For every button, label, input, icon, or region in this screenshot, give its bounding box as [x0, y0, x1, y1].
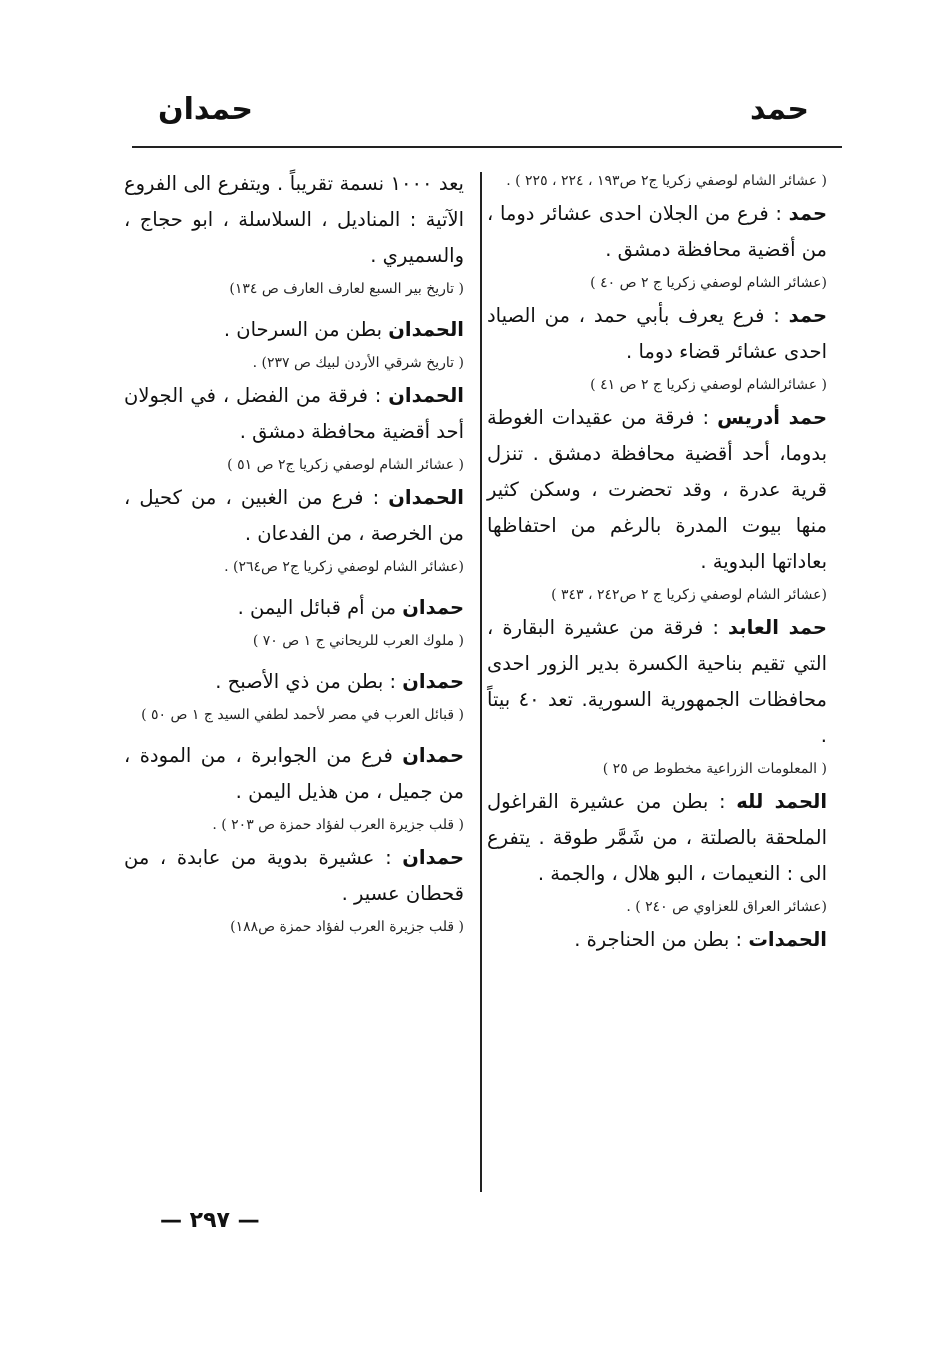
headword: الحمدات — [748, 928, 827, 951]
dictionary-entry — [124, 312, 464, 348]
headword: حمد أدريس — [717, 406, 828, 429]
running-header-right: حمد — [749, 92, 809, 127]
entry-text: : فرقة من الفضل ، في الجولان أحد أقضية محافظة دمشق . — [124, 384, 464, 443]
header-rule — [132, 146, 842, 148]
entry-text: فرع من الجوابرة ، من المودة ، من جميل ، من هذيل اليمن . — [124, 744, 464, 803]
reference: ( تاريخ شرقي الأردن لبيك ص ٢٣٧) . — [252, 355, 464, 371]
reference: ( ملوك العرب للريحاني ج ١ ص ٧٠ ) — [252, 633, 464, 649]
reference: ( عشائر الشام لوصفي زكريا ج٢ ص ٥١ ) — [227, 457, 464, 473]
headword: حمدان — [402, 846, 464, 869]
column-right — [487, 166, 827, 958]
dictionary-entry — [124, 738, 464, 810]
dictionary-entry — [124, 840, 464, 912]
dictionary-entry — [487, 610, 827, 754]
headword: الحمد لله — [736, 790, 828, 813]
headword: حمد — [788, 202, 827, 225]
headword: حمد العابد — [728, 616, 827, 639]
dictionary-entry — [487, 784, 827, 892]
reference: (عشائر العراق للعزاوي ص ٢٤٠ ) . — [626, 899, 827, 915]
dictionary-entry — [487, 400, 827, 580]
reference: ( عشائرالشام لوصفي زكريا ج ٢ ص ٤١ ) — [590, 377, 827, 393]
dictionary-entry — [124, 590, 464, 626]
reference: (عشائر الشام لوصفي زكريا ج ٢ ص٢٤٢ ، ٣٤٣ ) — [551, 587, 827, 603]
entry-text: : بطن من الحناجرة . — [574, 928, 749, 951]
reference: ( قبائل العرب في مصر لأحمد لطفي السيد ج ١ ص ٥٠ ) — [141, 707, 464, 723]
entry-text: : بطن من ذي الأصبح . — [215, 670, 403, 693]
dictionary-entry — [487, 298, 827, 370]
headword: الحمدان — [388, 384, 464, 407]
column-divider — [480, 172, 482, 1192]
running-header-left: حمدان — [158, 92, 253, 127]
reference: ( قلب جزيرة العرب لفؤاد حمزة ص١٨٨) — [230, 919, 464, 935]
entry-text: : فرع يعرف بأبي حمد ، من الصياد احدى عشائر قضاء دوما . — [487, 304, 827, 363]
entry-text: : فرع من الغبين ، من كحيل ، من الخرصة ، من الفدعان . — [124, 486, 464, 545]
entry-text: : فرقة من عقيدات الغوطة بدوما، أحد أقضية محافظة دمشق . تنزل قرية عدرة ، وقد تحضرت ، وسكن كثير منها بيوت المدرة بالرغم من احتفاظها بعاداتها البدوية . — [487, 406, 827, 573]
reference: ( عشائر الشام لوصفي زكريا ج٢ ص١٩٣ ، ٢٢٤ ، ٢٢٥ ) . — [506, 173, 827, 189]
page-number: — ٢٩٧ — — [160, 1208, 260, 1233]
entry-text: : فرع من الجلان احدى عشائر دوما ، من أقضية محافظة دمشق . — [487, 202, 827, 261]
column-left — [124, 166, 464, 942]
entry-text: بطن من السرحان . — [223, 318, 389, 341]
entry-text: يعد ١٠٠٠ نسمة تقريباً . ويتفرع الى الفروع الآتية : المناديل ، السلاسلة ، ابو حجاج ، والسميري . — [124, 172, 464, 267]
entry-text: : فرقة من عشيرة البقارة ، التي تقيم بناحية الكسرة بدير الزور احدى محافظات الجمهورية السورية. تعد ٤٠ بيتاً . — [487, 616, 827, 747]
entry-text: : عشيرة بدوية من عابدة ، من قحطان عسير . — [124, 846, 464, 905]
dictionary-entry — [124, 378, 464, 450]
dictionary-entry — [487, 196, 827, 268]
dictionary-entry — [487, 922, 827, 958]
reference: (عشائر الشام لوصفي زكريا ج٢ ص٢٦٤) . — [224, 559, 464, 575]
headword: حمد — [788, 304, 827, 327]
reference: (عشائر الشام لوصفي زكريا ج ٢ ص ٤٠ ) — [590, 275, 827, 291]
headword: حمدان — [402, 596, 464, 619]
dictionary-entry — [124, 480, 464, 552]
headword: حمدان — [402, 670, 464, 693]
headword: حمدان — [402, 744, 464, 767]
reference: ( قلب جزيرة العرب لفؤاد حمزة ص ٢٠٣ ) . — [212, 817, 464, 833]
entry-text: من أم قبائل اليمن . — [237, 596, 403, 619]
headword: الحمدان — [388, 318, 464, 341]
reference: ( تاريخ بير السبع لعارف العارف ص ١٣٤) — [229, 281, 464, 297]
dictionary-entry — [124, 166, 464, 274]
entry-text: : بطن من عشيرة القراغول الملحقة بالصلتة ، من شَمَّر طوقة . يتفرع الى : النعيمات ، البو هلال ، والجمة . — [487, 790, 827, 885]
reference: ( المعلومات الزراعية مخطوط ص ٢٥ ) — [602, 761, 827, 777]
dictionary-entry — [124, 664, 464, 700]
headword: الحمدان — [388, 486, 464, 509]
